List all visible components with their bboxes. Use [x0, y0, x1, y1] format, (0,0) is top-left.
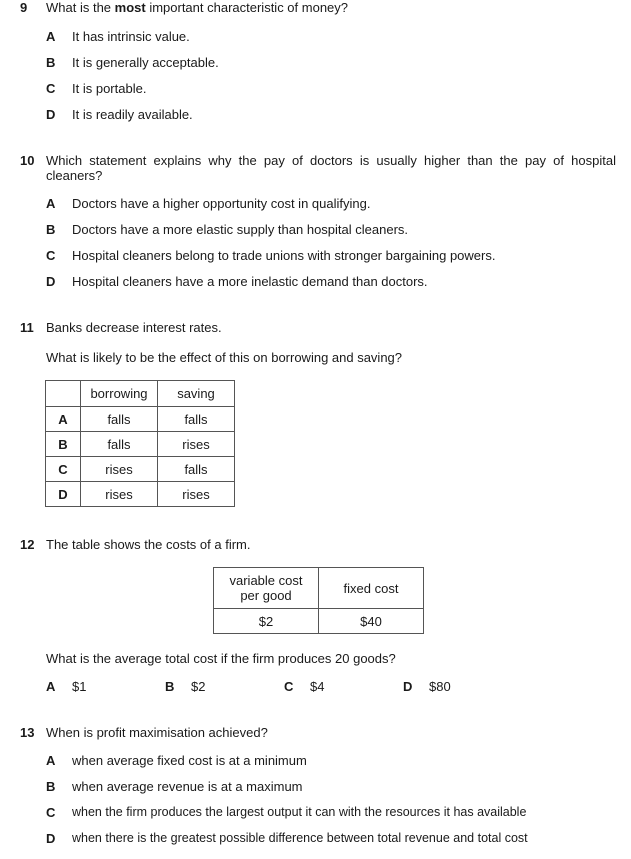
q11-header-corner	[46, 381, 81, 407]
q10-option-d-letter[interactable]: D	[46, 274, 56, 289]
q11-stem: Banks decrease interest rates.	[46, 320, 222, 335]
q12-option-a-text[interactable]: $1	[72, 679, 87, 694]
q13-option-b-letter[interactable]: B	[46, 779, 56, 794]
q9-option-c-text[interactable]: It is portable.	[72, 81, 147, 96]
q11-number: 11	[20, 320, 34, 335]
q12-option-d-text[interactable]: $80	[429, 679, 451, 694]
q9-option-d-letter[interactable]: D	[46, 107, 56, 122]
q11-question: What is likely to be the effect of this on borrowing and saving?	[46, 350, 403, 365]
q11-row-d-letter[interactable]: D	[46, 482, 81, 507]
q9-option-a-letter[interactable]: A	[46, 29, 56, 44]
q11-row-a-letter[interactable]: A	[46, 407, 81, 432]
q11-row-c-letter[interactable]: C	[46, 457, 81, 482]
q13-option-d-letter[interactable]: D	[46, 831, 56, 846]
table-row[interactable]	[46, 457, 235, 482]
q12-option-b-letter[interactable]: B	[165, 679, 175, 694]
q10-option-a-text[interactable]: Doctors have a higher opportunity cost in qualifying.	[72, 196, 371, 211]
q10-option-b-text[interactable]: Doctors have a more elastic supply than hospital cleaners.	[72, 222, 409, 237]
q9-option-b-text[interactable]: It is generally acceptable.	[72, 55, 219, 70]
q10-option-c-text[interactable]: Hospital cleaners belong to trade unions with stronger bargaining powers.	[72, 248, 496, 263]
q12-option-c-text[interactable]: $4	[310, 679, 325, 694]
q12-table	[213, 567, 424, 634]
q9-stem	[46, 0, 348, 15]
q12-option-a-letter[interactable]: A	[46, 679, 56, 694]
q9-option-d-text[interactable]: It is readily available.	[72, 107, 193, 122]
q13-stem: When is profit maximisation achieved?	[46, 725, 268, 740]
q11-row-d-saving: rises	[158, 482, 235, 507]
q11-row-b-letter[interactable]: B	[46, 432, 81, 457]
q11-table	[45, 380, 235, 507]
q10-option-c-letter[interactable]: C	[46, 248, 56, 263]
q12-table-header-row	[214, 568, 424, 609]
q12-option-b-text[interactable]: $2	[191, 679, 206, 694]
q9-stem-bold: most	[114, 0, 146, 15]
q11-row-a-borrowing: falls	[81, 407, 158, 432]
q13-option-d-text[interactable]: when there is the greatest possible difference between total revenue and total cost	[72, 831, 528, 845]
q10-option-b-letter[interactable]: B	[46, 222, 56, 237]
q12-question: What is the average total cost if the firm produces 20 goods?	[46, 651, 396, 666]
q13-option-c-letter[interactable]: C	[46, 805, 56, 820]
q12-fixed-cost-value: $40	[319, 609, 424, 634]
q9-stem-post: important characteristic of money?	[145, 0, 349, 15]
q11-row-c-borrowing: rises	[81, 457, 158, 482]
q9-option-c-letter[interactable]: C	[46, 81, 56, 96]
q11-table-header-row	[46, 381, 235, 407]
q12-stem: The table shows the costs of a firm.	[46, 537, 251, 552]
table-row[interactable]	[46, 432, 235, 457]
q11-row-a-saving: falls	[158, 407, 235, 432]
q10-option-d-text[interactable]: Hospital cleaners have a more inelastic demand than doctors.	[72, 274, 428, 289]
q11-header-saving: saving	[158, 381, 235, 407]
q12-header-fixed-cost: fixed cost	[319, 568, 424, 609]
q9-option-b-letter[interactable]: B	[46, 55, 56, 70]
table-row	[214, 609, 424, 634]
q13-option-a-letter[interactable]: A	[46, 753, 56, 768]
q12-option-c-letter[interactable]: C	[284, 679, 294, 694]
table-row[interactable]	[46, 407, 235, 432]
q11-row-c-saving: falls	[158, 457, 235, 482]
q9-stem-pre: What is the	[46, 0, 115, 15]
q13-option-b-text[interactable]: when average revenue is at a maximum	[72, 779, 303, 794]
q11-header-borrowing: borrowing	[81, 381, 158, 407]
q12-header-variable-cost	[214, 568, 319, 609]
q10-option-a-letter[interactable]: A	[46, 196, 56, 211]
q10-stem: Which statement explains why the pay of doctors is usually higher than the pay of hospital cleaners?	[46, 153, 616, 183]
q10-number: 10	[20, 153, 35, 168]
q9-number: 9	[20, 0, 28, 15]
table-row[interactable]	[46, 482, 235, 507]
q13-option-c-text[interactable]: when the firm produces the largest output it can with the resources it has available	[72, 805, 527, 819]
q12-option-d-letter[interactable]: D	[403, 679, 413, 694]
q12-variable-cost-value: $2	[214, 609, 319, 634]
q9-option-a-text[interactable]: It has intrinsic value.	[72, 29, 190, 44]
q12-header-variable-cost-line2: per good	[240, 588, 292, 603]
q13-number: 13	[20, 725, 35, 740]
q11-row-b-saving: rises	[158, 432, 235, 457]
q12-number: 12	[20, 537, 35, 552]
q12-header-variable-cost-line1: variable cost	[229, 573, 303, 588]
q11-row-b-borrowing: falls	[81, 432, 158, 457]
q11-row-d-borrowing: rises	[81, 482, 158, 507]
q13-option-a-text[interactable]: when average fixed cost is at a minimum	[72, 753, 307, 768]
